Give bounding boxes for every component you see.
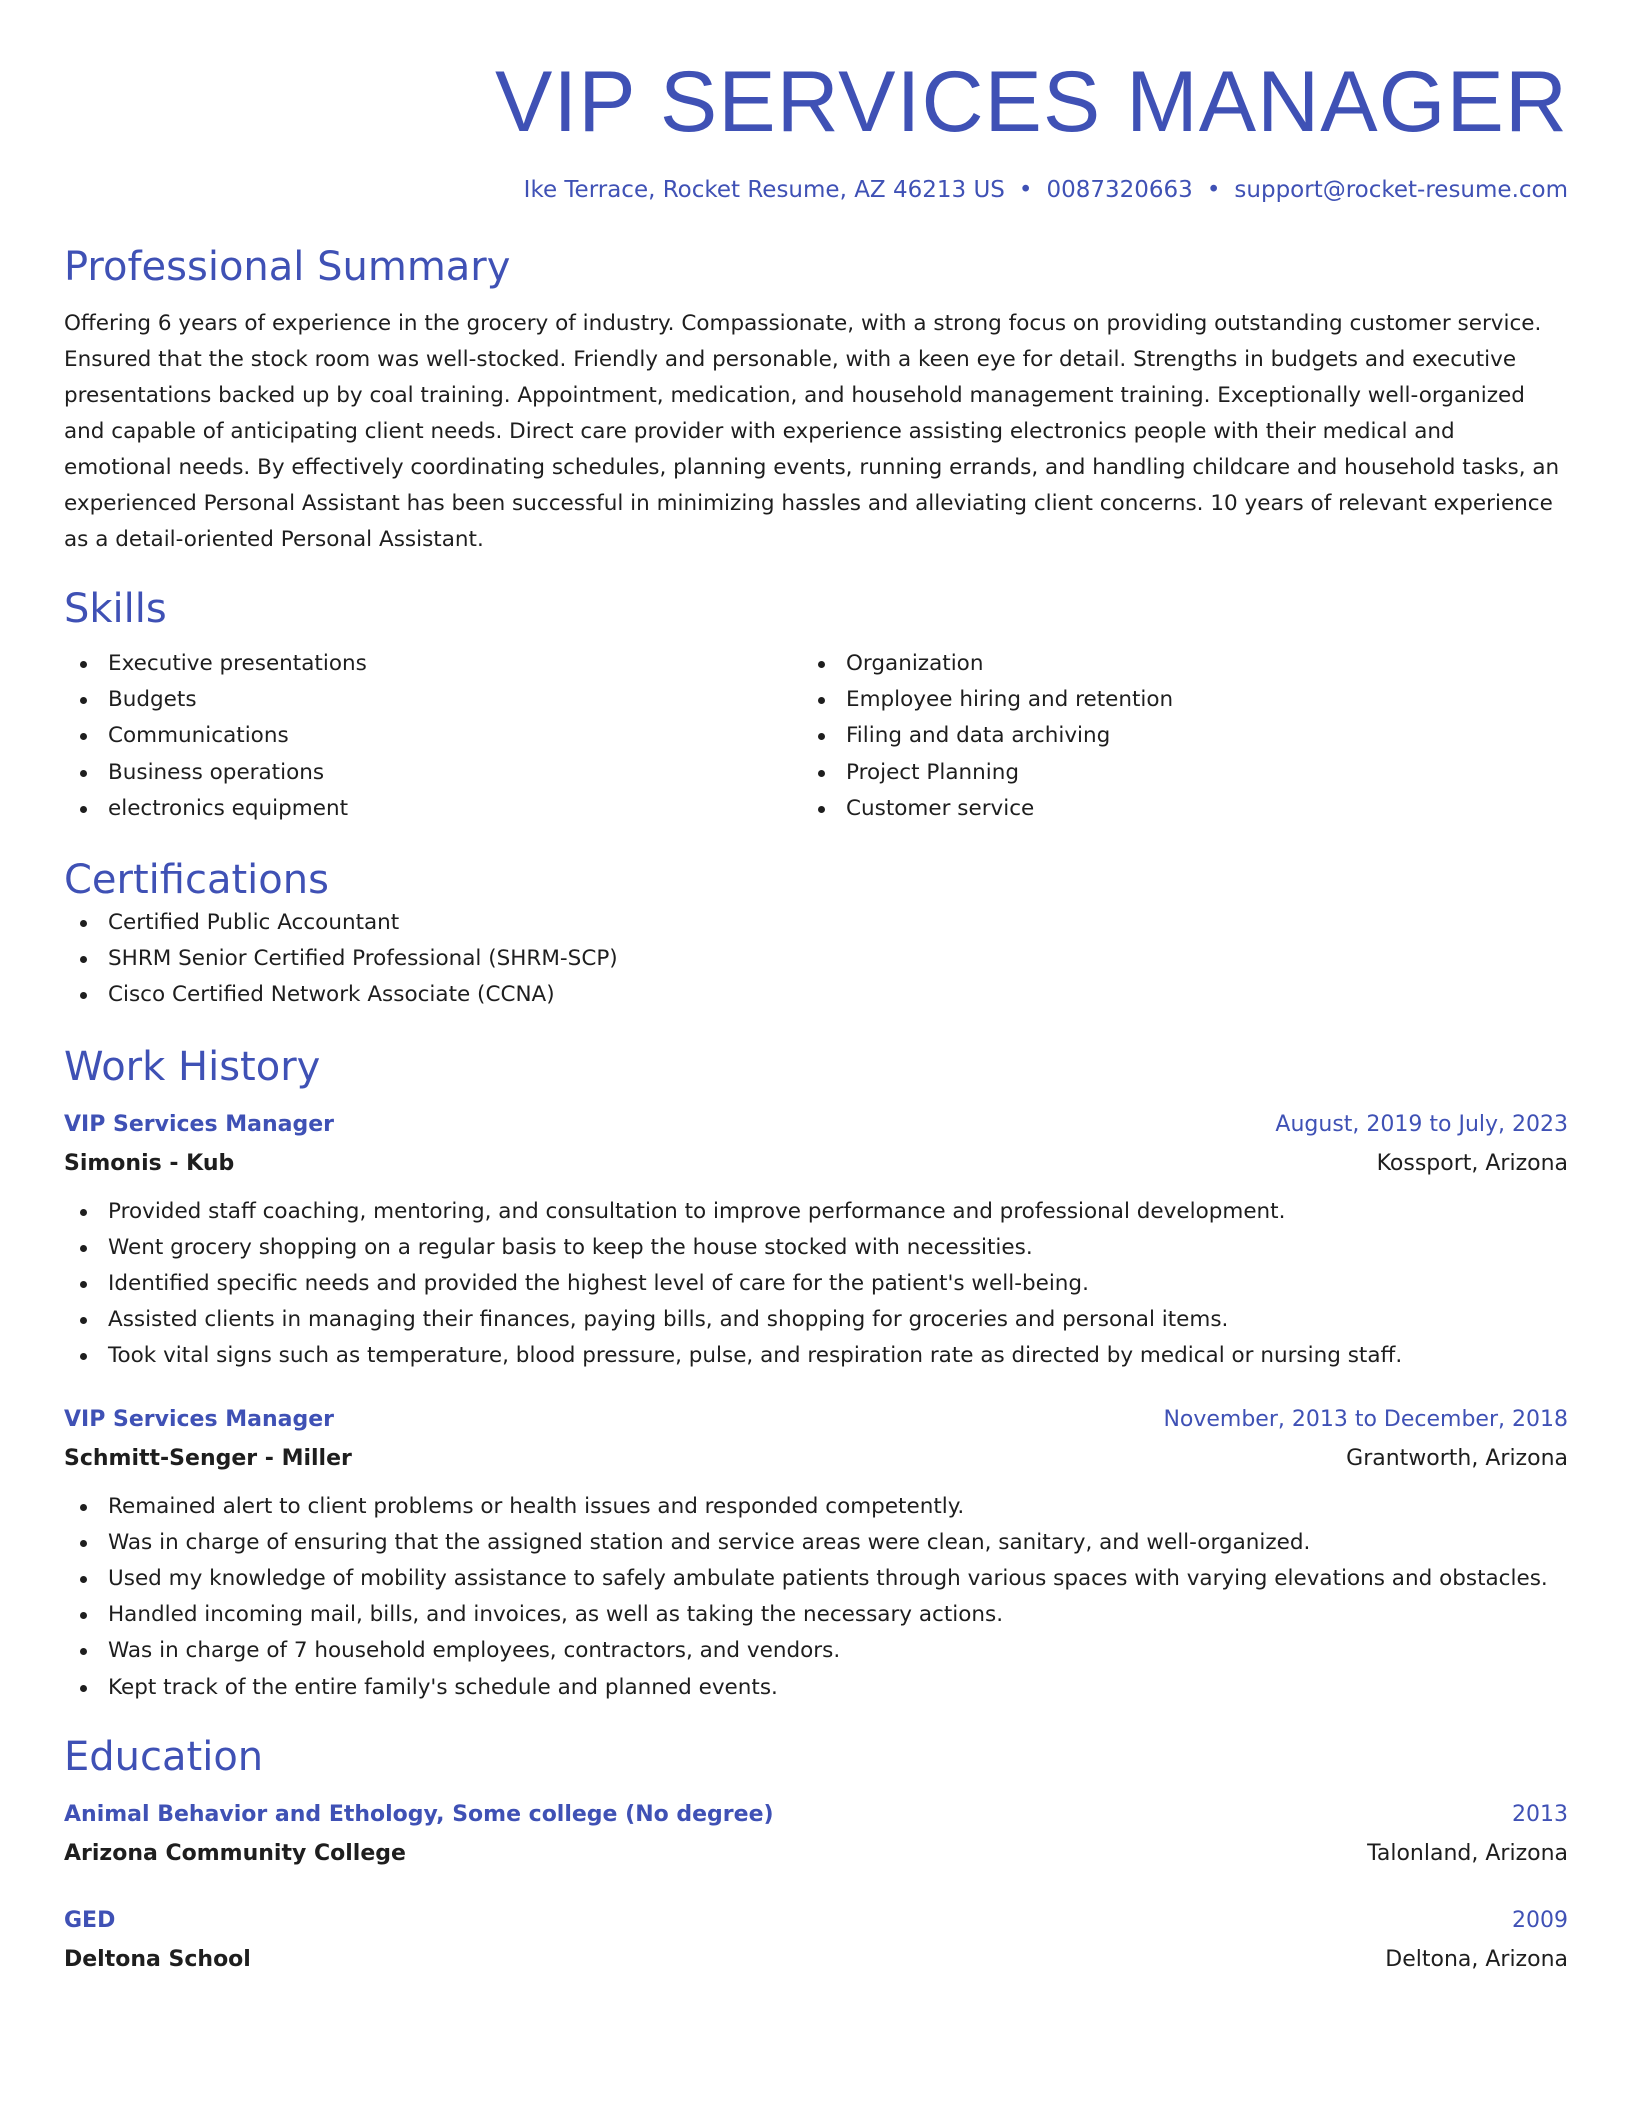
job-duty-item: Was in charge of ensuring that the assigned station and service areas were clean, sanitary, and well-organized. — [64, 1525, 1568, 1561]
education-entry — [64, 1796, 1568, 1874]
job-dates: November, 2013 to December, 2018 — [1163, 1406, 1568, 1432]
section-title-summary: Professional Summary — [64, 244, 511, 290]
resume-header — [64, 52, 1568, 206]
skill-item: Communications — [64, 718, 802, 754]
school-name: Arizona Community College — [64, 1840, 406, 1866]
contact-phone: 0087320663 — [1046, 177, 1193, 203]
job-title: VIP Services Manager — [64, 1111, 334, 1137]
school-name: Deltona School — [64, 1946, 251, 1972]
company-row — [64, 1439, 1568, 1479]
skills-list-right — [802, 646, 1540, 827]
contact-separator: • — [1206, 177, 1221, 203]
section-title-certifications: Certifications — [64, 857, 329, 904]
company-name: Schmitt-Senger - Miller — [64, 1445, 352, 1471]
section-title-work-history: Work History — [64, 1043, 321, 1090]
skills-column-left — [64, 646, 802, 827]
contact-line — [64, 174, 1568, 206]
job-title-heading: VIP SERVICES MANAGER — [494, 54, 1568, 150]
education-year: 2013 — [1512, 1801, 1568, 1827]
job-duty-item: Remained alert to client problems or health issues and responded competently. — [64, 1489, 1568, 1525]
skill-item: Executive presentations — [64, 646, 802, 682]
certification-item: Certified Public Accountant — [64, 905, 1568, 941]
section-title-skills: Skills — [64, 586, 167, 632]
degree-name: Animal Behavior and Ethology, Some college (No degree) — [64, 1801, 774, 1827]
job-location: Kossport, Arizona — [1376, 1150, 1568, 1176]
skill-item: Business operations — [64, 755, 802, 791]
certifications-list — [64, 905, 1568, 1014]
school-location: Talonland, Arizona — [1367, 1840, 1568, 1866]
job-duties-list — [64, 1194, 1568, 1375]
job-entry — [64, 1106, 1568, 1375]
school-location: Deltona, Arizona — [1385, 1946, 1568, 1972]
skill-item: Organization — [802, 646, 1540, 682]
job-duties-list — [64, 1489, 1568, 1706]
skill-item: electronics equipment — [64, 791, 802, 827]
job-location: Grantworth, Arizona — [1346, 1445, 1568, 1471]
contact-separator: • — [1018, 177, 1033, 203]
skill-item: Project Planning — [802, 755, 1540, 791]
summary-text: Offering 6 years of experience in the grocery of industry. Compassionate, with a strong focus on providing outstanding customer service. Ensured that the stock room was well-stocked. Friendly and personable, with a keen eye for detail. Strengths in budgets and executive presentations backed up by coal training. Appointment, medication, and household management training. Exceptionally well-organized and capable of anticipating client needs. Direct care provider with experience assisting electronics people with their medical and emotional needs. By effectively coordinating schedules, planning events, running errands, and handling childcare and household tasks, an experienced Personal Assistant has been successful in minimizing hassles and alleviating client concerns. 10 years of relevant experience as a detail-oriented Personal Assistant. — [64, 311, 1560, 552]
job-title: VIP Services Manager — [64, 1406, 334, 1432]
education-year: 2009 — [1512, 1907, 1568, 1933]
contact-email[interactable]: support@rocket-resume.com — [1234, 177, 1568, 203]
company-row — [64, 1144, 1568, 1184]
job-duty-item: Assisted clients in managing their finances, paying bills, and shopping for groceries and personal items. — [64, 1302, 1568, 1338]
school-row — [64, 1940, 1568, 1980]
skills-list-left — [64, 646, 802, 827]
job-duty-item: Identified specific needs and provided the highest level of care for the patient's well-being. — [64, 1266, 1568, 1302]
job-duty-item: Used my knowledge of mobility assistance to safely ambulate patients through various spaces with varying elevations and obstacles. — [64, 1561, 1568, 1597]
skill-item: Employee hiring and retention — [802, 682, 1540, 718]
skill-item: Filing and data archiving — [802, 718, 1540, 754]
certification-item: SHRM Senior Certified Professional (SHRM-SCP) — [64, 941, 1568, 977]
job-title-row — [64, 1106, 1568, 1144]
skill-item: Budgets — [64, 682, 802, 718]
job-duty-item: Took vital signs such as temperature, blood pressure, pulse, and respiration rate as directed by medical or nursing staff. — [64, 1338, 1568, 1374]
job-entry — [64, 1401, 1568, 1706]
certification-item: Cisco Certified Network Associate (CCNA) — [64, 977, 1568, 1013]
school-row — [64, 1834, 1568, 1874]
degree-name: GED — [64, 1907, 116, 1933]
skill-item: Customer service — [802, 791, 1540, 827]
job-duty-item: Went grocery shopping on a regular basis to keep the house stocked with necessities. — [64, 1230, 1568, 1266]
job-duty-item: Was in charge of 7 household employees, contractors, and vendors. — [64, 1633, 1568, 1669]
skills-column-right — [802, 646, 1540, 827]
education-entry — [64, 1902, 1568, 1980]
job-dates: August, 2019 to July, 2023 — [1275, 1111, 1568, 1137]
skills-grid — [64, 646, 1568, 827]
company-name: Simonis - Kub — [64, 1150, 235, 1176]
job-title-row — [64, 1401, 1568, 1439]
degree-row — [64, 1902, 1568, 1940]
contact-address: Ike Terrace, Rocket Resume, AZ 46213 US — [523, 177, 1005, 203]
job-duty-item: Kept track of the entire family's schedule and planned events. — [64, 1670, 1568, 1706]
degree-row — [64, 1796, 1568, 1834]
job-duty-item: Handled incoming mail, bills, and invoices, as well as taking the necessary actions. — [64, 1597, 1568, 1633]
job-duty-item: Provided staff coaching, mentoring, and consultation to improve performance and professional development. — [64, 1194, 1568, 1230]
section-title-education: Education — [64, 1733, 264, 1780]
